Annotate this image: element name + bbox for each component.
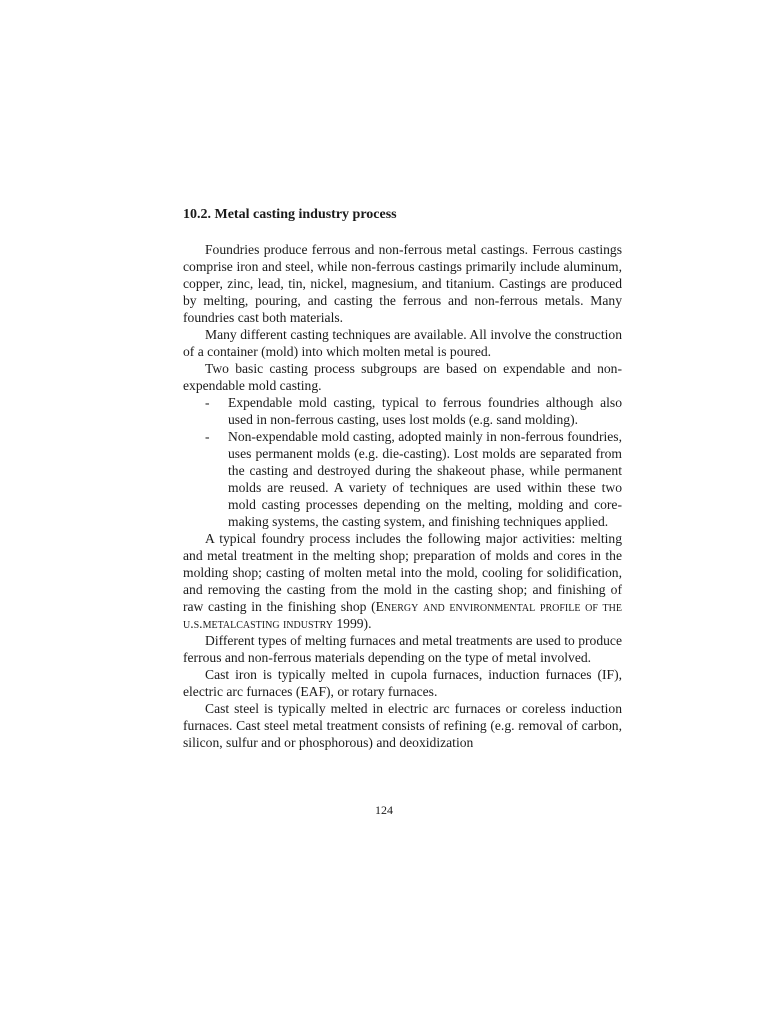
section-heading: 10.2. Metal casting industry process xyxy=(183,207,397,222)
paragraph-cast-steel: Cast steel is typically melted in electric arc furnaces or coreless induction furnaces. Cast steel metal treatment consists of refining (e.g. removal of carbon, silicon, sulfur and or phosphorous) and deoxidization xyxy=(183,701,622,750)
list-item-expendable xyxy=(183,394,622,428)
list-item-text: Non-expendable mold casting, adopted mainly in non-ferrous foundries, uses permanent molds (e.g. die-casting). Lost molds are separated from the casting and destroyed during the shakeout phase, while permanent molds are reused. A variety of techniques are used within these two mold casting processes depending on the melting, molding and core-making systems, the casting system, and finishing techniques applied. xyxy=(228,429,622,529)
page-number: 124 xyxy=(375,803,393,817)
paragraph-casting-subgroups: Two basic casting process subgroups are based on expendable and non-expendable mold casting. xyxy=(183,361,622,393)
paragraph-casting-techniques: Many different casting techniques are available. All involve the construction of a container (mold) into which molten metal is poured. xyxy=(183,327,622,359)
list-item-non-expendable xyxy=(183,428,622,530)
paragraph-melting-furnaces: Different types of melting furnaces and metal treatments are used to produce ferrous and non-ferrous materials depending on the type of metal involved. xyxy=(183,633,622,665)
bullet-dash: - xyxy=(205,395,210,410)
bullet-dash: - xyxy=(205,429,210,444)
paragraph-text: A typical foundry process includes the following major activities: melting and metal treatment in the melting shop; preparation of molds and cores in the molding shop; casting of molten metal into the mold, cooling for solidification, and removing the casting from the mold in the casting shop; and finishing of raw casting in the finishing shop ( xyxy=(183,531,622,614)
list-item-text: Expendable mold casting, typical to ferrous foundries although also used in non-ferrous casting, uses lost molds (e.g. sand molding). xyxy=(228,395,622,427)
citation: Energy and environmental profile of the u.s.metalcasting industry xyxy=(183,599,622,631)
mold-casting-list xyxy=(183,394,622,530)
paragraph-cast-iron: Cast iron is typically melted in cupola furnaces, induction furnaces (IF), electric arc furnaces (EAF), or rotary furnaces. xyxy=(183,667,622,699)
paragraph-foundries-intro: Foundries produce ferrous and non-ferrous metal castings. Ferrous castings comprise iron and steel, while non-ferrous castings primarily include aluminum, copper, zinc, lead, tin, nickel, magnesium, and titanium. Castings are produced by melting, pouring, and casting the ferrous and non-ferrous metals. Many foundries cast both materials. xyxy=(183,242,622,325)
page-body xyxy=(183,206,622,751)
paragraph-text: 1999). xyxy=(332,616,372,631)
paragraph-foundry-process xyxy=(183,530,622,632)
